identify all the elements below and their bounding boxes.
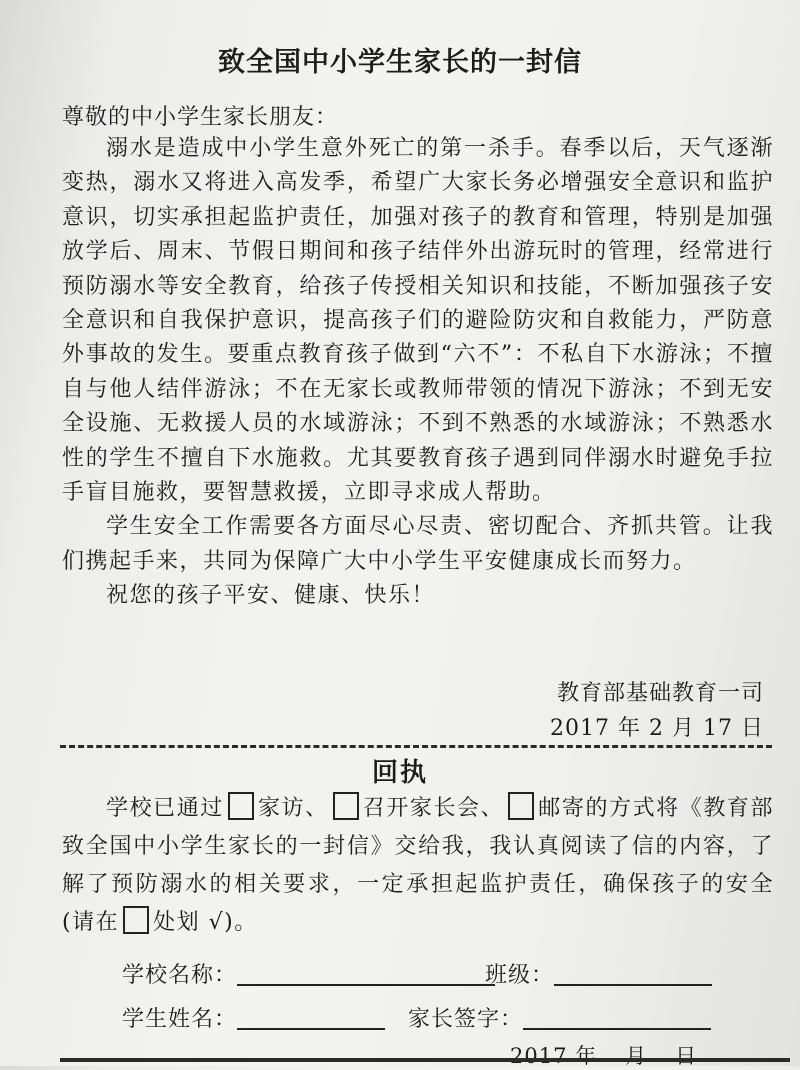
parent-signature-label: 家长签字： [408, 1007, 524, 1032]
school-name-label: 学校名称： [122, 963, 238, 988]
letter-body [62, 132, 774, 614]
home-visit-label: 家访、 [257, 796, 329, 821]
date-day: 日 [675, 1044, 698, 1068]
home-visit-checkbox[interactable] [228, 792, 254, 820]
student-name-row [122, 1002, 385, 1033]
receipt-paragraph [62, 790, 774, 942]
parent-signature-row [408, 1002, 711, 1033]
receipt-body [62, 790, 774, 942]
receipt-title: 回执 [371, 758, 428, 788]
student-name-label: 学生姓名： [122, 1007, 238, 1032]
date-month: 月 [625, 1044, 648, 1068]
body-paragraph: 学生安全工作需要各方面尽心尽责、密切配合、齐抓共管。让我们携起手来，共同为保障广大中小学生平安健康成长而努力。 [62, 514, 774, 574]
parent-signature-field[interactable] [523, 1006, 711, 1030]
class-label: 班级： [485, 963, 555, 988]
mail-label: 邮寄的方式将《教育部致全国中小学生家长的一封信》交给我，我认真阅读了信的内容，了解了预防溺水的相关要求，一定承担起监护责任，确保孩子的安全(请在 [62, 796, 774, 935]
body-paragraph: 溺水是造成中小学生意外死亡的第一杀手。春季以后，天气逐渐变热，溺水又将进入高发季，希望广大家长务必增强安全意识和监护意识，切实承担起监护责任，加强对孩子的教育和管理，特别是加强放学后、周末、节假日期间和孩子结伴外出游玩时的管理，经常进行预防溺水等安全教育，给孩子传授相关知识和技能，不断加强孩子安全意识和自我保护意识，提高孩子们的避险防灾和自救能力，严防意外事故的发生。要重点教育孩子做到“六不”：不私自下水游泳；不擅自与他人结伴游泳；不在无家长或教师带领的情况下游泳；不到无安全设施、无救援人员的水域游泳；不到不熟悉的水域游泳；不熟悉水性的学生不擅自下水施救。尤其要教育孩子遇到同伴溺水时避免手拉手盲目施救，要智慧救援，立即寻求成人帮助。 [62, 136, 774, 506]
class-row [485, 958, 712, 989]
school-name-row [122, 958, 495, 989]
salutation: 尊敬的中小学生家长朋友： [62, 105, 339, 130]
mail-checkbox[interactable] [508, 792, 534, 820]
receipt-prefix: 学校已通过 [106, 796, 224, 821]
student-name-field[interactable] [237, 1006, 385, 1030]
letter-title: 致全国中小学生家长的一封信 [218, 47, 582, 78]
cut-line-divider [60, 745, 772, 748]
parent-meeting-label: 召开家长会、 [362, 796, 505, 821]
class-field[interactable] [554, 962, 712, 986]
mark-instruction: 处划 √)。 [153, 910, 258, 935]
body-paragraph: 祝您的孩子平安、健康、快乐！ [106, 583, 436, 609]
parent-meeting-checkbox[interactable] [333, 792, 359, 820]
signature-date: 2017 年 2 月 17 日 [550, 716, 764, 741]
date-year: 2017 年 [510, 1044, 598, 1068]
signature-org: 教育部基础教育一司 [556, 681, 764, 706]
school-name-field[interactable] [237, 962, 495, 986]
footer-rule [60, 1058, 790, 1062]
example-checkbox [123, 906, 149, 934]
